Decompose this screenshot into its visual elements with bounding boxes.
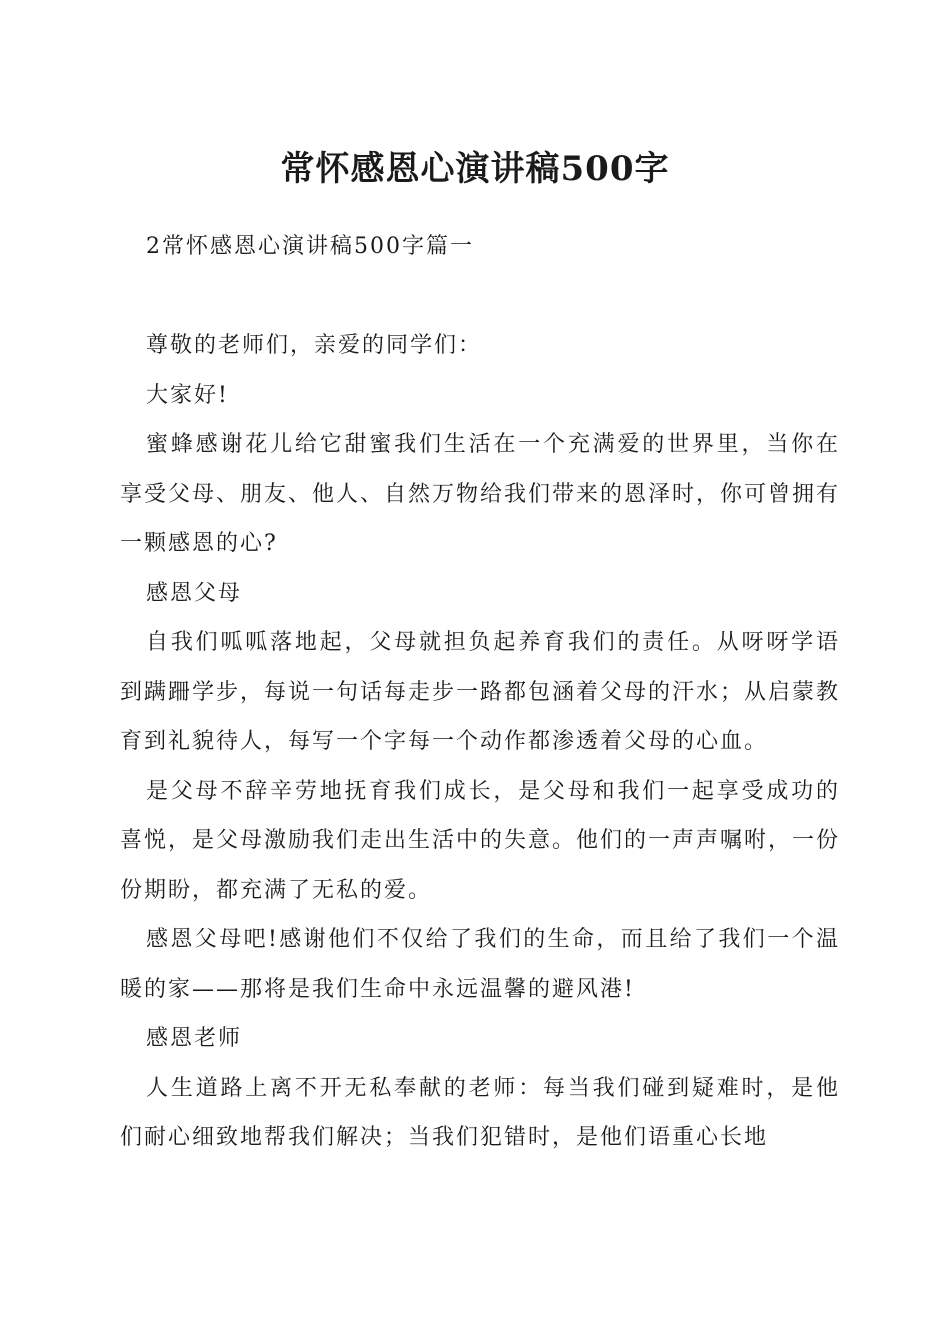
paragraph-parents-1: 自我们呱呱落地起，父母就担负起养育我们的责任。从呀呀学语到蹒跚学步，每说一句话每走步一路都包涵着父母的汗水；从启蒙教育到礼貌待人，每写一个字每一个动作都渗透着父母的心血。 xyxy=(120,630,841,754)
paragraph-parents-3: 感恩父母吧!感谢他们不仅给了我们的生命，而且给了我们一个温暖的家——那将是我们生命中永远温馨的避风港! xyxy=(120,927,840,1002)
paragraph-intro: 蜜蜂感谢花儿给它甜蜜我们生活在一个充满爱的世界里，当你在享受父母、朋友、他人、自然万物给我们带来的恩泽时，你可曾拥有一颗感恩的心? xyxy=(120,432,841,556)
paragraph-teachers-1: 人生道路上离不开无私奉献的老师：每当我们碰到疑难时，是他们耐心细致地帮我们解决；当我们犯错时，是他们语重心长地 xyxy=(120,1075,840,1150)
paragraph-salutation: 尊敬的老师们，亲爱的同学们： xyxy=(146,333,483,358)
paragraph-parents-2: 是父母不辞辛劳地抚育我们成长，是父母和我们一起享受成功的喜悦，是父母激励我们走出生活中的失意。他们的一声声嘱咐，一份份期盼，都充满了无私的爱。 xyxy=(120,778,841,903)
document-title: 常怀感恩心演讲稿500字 xyxy=(280,149,670,189)
heading-thank-teachers: 感恩老师 xyxy=(146,1026,243,1051)
paragraph-greeting: 大家好! xyxy=(146,382,229,408)
document-body xyxy=(120,222,840,1163)
heading-thank-parents: 感恩父母 xyxy=(146,580,243,606)
section-heading: 2常怀感恩心演讲稿500字篇一 xyxy=(146,234,474,259)
